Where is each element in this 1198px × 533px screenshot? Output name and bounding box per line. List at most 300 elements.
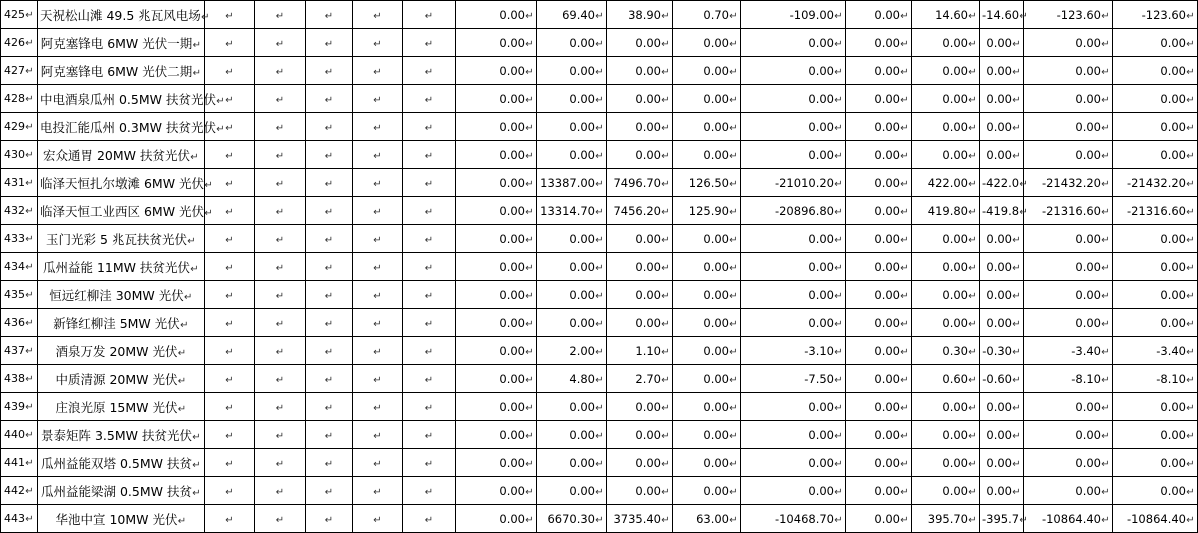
paragraph-mark-icon: ↵ — [661, 234, 670, 246]
empty-cell — [403, 309, 456, 337]
empty-cell — [205, 421, 255, 449]
value-cell-c9-text: 0.00 — [703, 287, 729, 302]
row-index-cell — [1, 337, 38, 365]
paragraph-mark-icon: ↵ — [373, 458, 382, 470]
table-row — [1, 281, 1198, 309]
paragraph-mark-icon: ↵ — [275, 458, 285, 470]
value-cell-c13 — [980, 253, 1024, 281]
paragraph-mark-icon: ↵ — [1186, 10, 1195, 22]
paragraph-mark-icon: ↵ — [1101, 234, 1110, 246]
table-row — [1, 449, 1198, 477]
value-cell-c10-text: 0.00 — [808, 455, 834, 470]
table-row — [1, 85, 1198, 113]
empty-cell — [306, 225, 353, 253]
paragraph-mark-icon: ↵ — [275, 290, 285, 302]
value-cell-c12 — [912, 85, 980, 113]
value-cell-c13 — [980, 141, 1024, 169]
paragraph-mark-icon: ↵ — [525, 178, 534, 190]
value-cell-c7 — [537, 449, 607, 477]
paragraph-mark-icon: ↵ — [1186, 38, 1195, 50]
paragraph-mark-icon: ↵ — [1101, 122, 1110, 134]
paragraph-mark-icon: ↵ — [275, 234, 285, 246]
plant-name-cell-text: 酒泉万发 20MW 光伏 — [55, 343, 178, 359]
value-cell-c10 — [741, 281, 846, 309]
paragraph-mark-icon: ↵ — [968, 66, 977, 78]
empty-cell — [403, 85, 456, 113]
value-cell-c14 — [1024, 57, 1113, 85]
value-cell-c11 — [846, 505, 912, 533]
empty-cell — [353, 113, 403, 141]
plant-name-cell-text: 瓜州益能梁湖 0.5MW 扶贫 — [41, 483, 192, 499]
paragraph-mark-icon: ↵ — [834, 150, 843, 162]
paragraph-mark-icon: ↵ — [216, 123, 225, 135]
empty-cell — [403, 337, 456, 365]
paragraph-mark-icon: ↵ — [661, 458, 670, 470]
empty-cell — [205, 337, 255, 365]
paragraph-mark-icon: ↵ — [275, 346, 285, 358]
value-cell-c13 — [980, 477, 1024, 505]
value-cell-c13 — [980, 337, 1024, 365]
paragraph-mark-icon: ↵ — [1019, 10, 1028, 22]
value-cell-c6 — [456, 253, 537, 281]
value-cell-c12 — [912, 225, 980, 253]
paragraph-mark-icon: ↵ — [968, 122, 977, 134]
empty-cell — [353, 449, 403, 477]
value-cell-c9-text: 0.00 — [703, 147, 729, 162]
value-cell-c7-text: 69.40 — [562, 7, 595, 22]
empty-cell — [205, 141, 255, 169]
paragraph-mark-icon: ↵ — [225, 514, 234, 526]
value-cell-c12-text: 0.30 — [942, 343, 968, 358]
value-cell-c12 — [912, 29, 980, 57]
paragraph-mark-icon: ↵ — [275, 206, 285, 218]
paragraph-mark-icon: ↵ — [834, 402, 843, 414]
paragraph-mark-icon: ↵ — [595, 10, 604, 22]
value-cell-c7-text: 0.00 — [569, 147, 595, 162]
paragraph-mark-icon: ↵ — [424, 10, 434, 22]
value-cell-c9 — [673, 253, 741, 281]
value-cell-c13-text: -419.8 — [982, 203, 1020, 218]
value-cell-c15 — [1113, 113, 1198, 141]
value-cell-c14 — [1024, 337, 1113, 365]
paragraph-mark-icon: ↵ — [424, 402, 434, 414]
paragraph-mark-icon: ↵ — [1186, 458, 1195, 470]
paragraph-mark-icon: ↵ — [275, 122, 285, 134]
paragraph-mark-icon: ↵ — [968, 346, 977, 358]
paragraph-mark-icon: ↵ — [225, 206, 234, 218]
value-cell-c8 — [607, 141, 673, 169]
value-cell-c12 — [912, 113, 980, 141]
empty-cell — [255, 505, 306, 533]
value-cell-c10 — [741, 477, 846, 505]
value-cell-c12-text: 0.00 — [942, 287, 968, 302]
value-cell-c8 — [607, 197, 673, 225]
value-cell-c8 — [607, 57, 673, 85]
paragraph-mark-icon: ↵ — [25, 486, 34, 497]
empty-cell — [403, 365, 456, 393]
paragraph-mark-icon: ↵ — [204, 179, 213, 191]
paragraph-mark-icon: ↵ — [324, 262, 334, 274]
plant-name-cell-text: 临泽天恒工业西区 6MW 光伏 — [40, 203, 205, 219]
paragraph-mark-icon: ↵ — [834, 234, 843, 246]
empty-cell — [205, 225, 255, 253]
paragraph-mark-icon: ↵ — [324, 374, 334, 386]
paragraph-mark-icon: ↵ — [525, 318, 534, 330]
value-cell-c8-text: 0.00 — [635, 91, 661, 106]
paragraph-mark-icon: ↵ — [1012, 346, 1021, 358]
value-cell-c9-text: 0.70 — [703, 7, 729, 22]
paragraph-mark-icon: ↵ — [177, 403, 187, 415]
value-cell-c13-text: 0.00 — [986, 91, 1012, 106]
paragraph-mark-icon: ↵ — [595, 346, 604, 358]
paragraph-mark-icon: ↵ — [729, 262, 738, 274]
paragraph-mark-icon: ↵ — [661, 262, 670, 274]
row-index-cell-text: 426 — [4, 36, 25, 49]
value-cell-c8-text: 7496.70 — [613, 175, 661, 190]
paragraph-mark-icon: ↵ — [595, 122, 604, 134]
plant-name-cell — [38, 421, 205, 449]
paragraph-mark-icon: ↵ — [324, 346, 334, 358]
value-cell-c12-text: 0.00 — [942, 147, 968, 162]
value-cell-c14-text: 0.00 — [1075, 35, 1101, 50]
empty-cell — [403, 29, 456, 57]
paragraph-mark-icon: ↵ — [1186, 514, 1195, 526]
value-cell-c6-text: 0.00 — [499, 119, 525, 134]
value-cell-c13 — [980, 421, 1024, 449]
empty-cell — [353, 1, 403, 29]
value-cell-c13-text: 0.00 — [986, 287, 1012, 302]
empty-cell — [403, 225, 456, 253]
plant-name-cell — [38, 477, 205, 505]
value-cell-c13-text: -395.7 — [982, 511, 1020, 526]
value-cell-c15 — [1113, 309, 1198, 337]
paragraph-mark-icon: ↵ — [192, 39, 201, 51]
value-cell-c12-text: 0.00 — [942, 91, 968, 106]
paragraph-mark-icon: ↵ — [373, 38, 382, 50]
value-cell-c13 — [980, 113, 1024, 141]
value-cell-c11-text: 0.00 — [874, 203, 900, 218]
value-cell-c13 — [980, 449, 1024, 477]
paragraph-mark-icon: ↵ — [525, 38, 534, 50]
plant-name-cell — [38, 365, 205, 393]
paragraph-mark-icon: ↵ — [968, 290, 977, 302]
value-cell-c10-text: -7.50 — [804, 371, 834, 386]
value-cell-c6-text: 0.00 — [499, 7, 525, 22]
value-cell-c12-text: 0.00 — [942, 427, 968, 442]
paragraph-mark-icon: ↵ — [595, 430, 604, 442]
empty-cell — [255, 253, 306, 281]
empty-cell — [403, 169, 456, 197]
paragraph-mark-icon: ↵ — [595, 234, 604, 246]
value-cell-c13-text: 0.00 — [986, 483, 1012, 498]
value-cell-c8 — [607, 29, 673, 57]
row-index-cell — [1, 197, 38, 225]
value-cell-c8-text: 0.00 — [635, 231, 661, 246]
value-cell-c15-text: 0.00 — [1160, 455, 1186, 470]
paragraph-mark-icon: ↵ — [661, 66, 670, 78]
value-cell-c10-text: -3.10 — [804, 343, 834, 358]
value-cell-c10 — [741, 309, 846, 337]
paragraph-mark-icon: ↵ — [324, 178, 334, 190]
value-cell-c10-text: 0.00 — [808, 483, 834, 498]
value-cell-c12 — [912, 449, 980, 477]
value-cell-c11-text: 0.00 — [874, 7, 900, 22]
paragraph-mark-icon: ↵ — [373, 206, 382, 218]
value-cell-c12 — [912, 505, 980, 533]
value-cell-c7-text: 0.00 — [569, 259, 595, 274]
paragraph-mark-icon: ↵ — [900, 430, 909, 442]
row-index-cell-text: 431 — [4, 176, 25, 189]
value-cell-c13-text: -14.60 — [982, 7, 1020, 22]
value-cell-c9-text: 0.00 — [703, 63, 729, 78]
paragraph-mark-icon: ↵ — [1101, 402, 1110, 414]
value-cell-c7 — [537, 337, 607, 365]
paragraph-mark-icon: ↵ — [1186, 430, 1195, 442]
paragraph-mark-icon: ↵ — [1186, 486, 1195, 498]
empty-cell — [403, 505, 456, 533]
value-cell-c15-text: 0.00 — [1160, 315, 1186, 330]
paragraph-mark-icon: ↵ — [424, 318, 434, 330]
value-cell-c6-text: 0.00 — [499, 343, 525, 358]
paragraph-mark-icon: ↵ — [225, 178, 234, 190]
paragraph-mark-icon: ↵ — [834, 10, 843, 22]
paragraph-mark-icon: ↵ — [225, 458, 234, 470]
paragraph-mark-icon: ↵ — [324, 318, 334, 330]
paragraph-mark-icon: ↵ — [25, 430, 34, 441]
value-cell-c12-text: 0.00 — [942, 315, 968, 330]
paragraph-mark-icon: ↵ — [595, 514, 604, 526]
plant-name-cell — [38, 309, 205, 337]
value-cell-c8 — [607, 113, 673, 141]
paragraph-mark-icon: ↵ — [900, 206, 909, 218]
paragraph-mark-icon: ↵ — [1012, 150, 1021, 162]
paragraph-mark-icon: ↵ — [25, 318, 34, 329]
row-index-cell — [1, 57, 38, 85]
value-cell-c15 — [1113, 505, 1198, 533]
paragraph-mark-icon: ↵ — [225, 430, 234, 442]
paragraph-mark-icon: ↵ — [1101, 150, 1110, 162]
value-cell-c7 — [537, 1, 607, 29]
paragraph-mark-icon: ↵ — [729, 10, 738, 22]
value-cell-c10 — [741, 225, 846, 253]
paragraph-mark-icon: ↵ — [661, 94, 670, 106]
paragraph-mark-icon: ↵ — [900, 178, 909, 190]
paragraph-mark-icon: ↵ — [373, 374, 382, 386]
value-cell-c9 — [673, 393, 741, 421]
value-cell-c7-text: 0.00 — [569, 63, 595, 78]
paragraph-mark-icon: ↵ — [1012, 458, 1021, 470]
paragraph-mark-icon: ↵ — [729, 458, 738, 470]
table-row — [1, 365, 1198, 393]
value-cell-c15-text: 0.00 — [1160, 91, 1186, 106]
paragraph-mark-icon: ↵ — [373, 66, 382, 78]
empty-cell — [205, 477, 255, 505]
value-cell-c6 — [456, 197, 537, 225]
row-index-cell — [1, 449, 38, 477]
paragraph-mark-icon: ↵ — [424, 150, 434, 162]
value-cell-c6 — [456, 365, 537, 393]
empty-cell — [403, 1, 456, 29]
plant-name-cell-text: 宏众通胃 20MW 扶贫光伏 — [43, 147, 190, 163]
paragraph-mark-icon: ↵ — [1101, 374, 1110, 386]
value-cell-c7 — [537, 421, 607, 449]
value-cell-c6-text: 0.00 — [499, 231, 525, 246]
paragraph-mark-icon: ↵ — [187, 235, 196, 247]
empty-cell — [255, 29, 306, 57]
plant-name-cell-text: 阿克塞锋电 6MW 光伏一期 — [40, 35, 193, 51]
paragraph-mark-icon: ↵ — [595, 318, 604, 330]
paragraph-mark-icon: ↵ — [900, 318, 909, 330]
value-cell-c14 — [1024, 29, 1113, 57]
value-cell-c6 — [456, 85, 537, 113]
value-cell-c15 — [1113, 281, 1198, 309]
plant-name-cell — [38, 337, 205, 365]
paragraph-mark-icon: ↵ — [968, 206, 977, 218]
value-cell-c15 — [1113, 337, 1198, 365]
paragraph-mark-icon: ↵ — [424, 94, 434, 106]
empty-cell — [353, 421, 403, 449]
row-index-cell — [1, 141, 38, 169]
paragraph-mark-icon: ↵ — [424, 346, 434, 358]
empty-cell — [255, 197, 306, 225]
value-cell-c13 — [980, 29, 1024, 57]
paragraph-mark-icon: ↵ — [190, 263, 199, 275]
value-cell-c9 — [673, 421, 741, 449]
value-cell-c10-text: 0.00 — [808, 399, 834, 414]
paragraph-mark-icon: ↵ — [424, 66, 434, 78]
paragraph-mark-icon: ↵ — [729, 290, 738, 302]
value-cell-c6-text: 0.00 — [499, 91, 525, 106]
value-cell-c6 — [456, 393, 537, 421]
empty-cell — [353, 197, 403, 225]
paragraph-mark-icon: ↵ — [1012, 430, 1021, 442]
paragraph-mark-icon: ↵ — [595, 262, 604, 274]
paragraph-mark-icon: ↵ — [834, 458, 843, 470]
paragraph-mark-icon: ↵ — [900, 10, 909, 22]
paragraph-mark-icon: ↵ — [1101, 10, 1110, 22]
plant-name-cell-text: 天祝松山滩 49.5 兆瓦风电场 — [40, 7, 201, 23]
paragraph-mark-icon: ↵ — [661, 178, 670, 190]
value-cell-c11 — [846, 393, 912, 421]
value-cell-c10 — [741, 197, 846, 225]
value-cell-c11 — [846, 141, 912, 169]
value-cell-c10-text: 0.00 — [808, 91, 834, 106]
value-cell-c9 — [673, 85, 741, 113]
paragraph-mark-icon: ↵ — [25, 206, 34, 217]
empty-cell — [306, 337, 353, 365]
value-cell-c13-text: -0.60 — [982, 371, 1012, 386]
empty-cell — [306, 281, 353, 309]
value-cell-c11 — [846, 421, 912, 449]
paragraph-mark-icon: ↵ — [201, 11, 210, 23]
paragraph-mark-icon: ↵ — [180, 319, 189, 331]
value-cell-c12-text: 0.00 — [942, 231, 968, 246]
value-cell-c11-text: 0.00 — [874, 343, 900, 358]
row-index-cell-text: 441 — [4, 456, 25, 469]
row-index-cell — [1, 113, 38, 141]
paragraph-mark-icon: ↵ — [25, 290, 34, 301]
value-cell-c7 — [537, 225, 607, 253]
value-cell-c8-text: 0.00 — [635, 315, 661, 330]
value-cell-c6-text: 0.00 — [499, 427, 525, 442]
value-cell-c13 — [980, 309, 1024, 337]
value-cell-c12-text: 395.70 — [927, 511, 968, 526]
value-cell-c13 — [980, 85, 1024, 113]
paragraph-mark-icon: ↵ — [25, 514, 34, 525]
paragraph-mark-icon: ↵ — [595, 402, 604, 414]
table-row — [1, 169, 1198, 197]
value-cell-c6 — [456, 309, 537, 337]
paragraph-mark-icon: ↵ — [373, 430, 382, 442]
value-cell-c14 — [1024, 477, 1113, 505]
value-cell-c7 — [537, 169, 607, 197]
plant-name-cell — [38, 141, 205, 169]
paragraph-mark-icon: ↵ — [275, 262, 285, 274]
value-cell-c11-text: 0.00 — [874, 511, 900, 526]
paragraph-mark-icon: ↵ — [1186, 318, 1195, 330]
empty-cell — [306, 197, 353, 225]
value-cell-c7 — [537, 29, 607, 57]
paragraph-mark-icon: ↵ — [1012, 66, 1021, 78]
paragraph-mark-icon: ↵ — [424, 458, 434, 470]
paragraph-mark-icon: ↵ — [225, 234, 234, 246]
value-cell-c10-text: -20896.80 — [774, 203, 834, 218]
plant-name-cell — [38, 505, 205, 533]
paragraph-mark-icon: ↵ — [324, 458, 334, 470]
paragraph-mark-icon: ↵ — [1186, 178, 1195, 190]
paragraph-mark-icon: ↵ — [968, 486, 977, 498]
paragraph-mark-icon: ↵ — [834, 122, 843, 134]
value-cell-c10-text: 0.00 — [808, 315, 834, 330]
value-cell-c9-text: 0.00 — [703, 399, 729, 414]
value-cell-c7 — [537, 309, 607, 337]
paragraph-mark-icon: ↵ — [1012, 374, 1021, 386]
paragraph-mark-icon: ↵ — [424, 374, 434, 386]
value-cell-c11 — [846, 57, 912, 85]
paragraph-mark-icon: ↵ — [729, 374, 738, 386]
value-cell-c15-text: -8.10 — [1156, 371, 1186, 386]
value-cell-c11 — [846, 365, 912, 393]
value-cell-c11 — [846, 281, 912, 309]
paragraph-mark-icon: ↵ — [1012, 262, 1021, 274]
paragraph-mark-icon: ↵ — [525, 262, 534, 274]
value-cell-c14 — [1024, 309, 1113, 337]
value-cell-c6-text: 0.00 — [499, 63, 525, 78]
value-cell-c6-text: 0.00 — [499, 175, 525, 190]
value-cell-c9-text: 0.00 — [703, 343, 729, 358]
value-cell-c14-text: 0.00 — [1075, 231, 1101, 246]
row-index-cell — [1, 29, 38, 57]
paragraph-mark-icon: ↵ — [900, 290, 909, 302]
paragraph-mark-icon: ↵ — [190, 151, 199, 163]
paragraph-mark-icon: ↵ — [661, 290, 670, 302]
value-cell-c14 — [1024, 253, 1113, 281]
paragraph-mark-icon: ↵ — [373, 402, 382, 414]
value-cell-c11-text: 0.00 — [874, 63, 900, 78]
value-cell-c11-text: 0.00 — [874, 119, 900, 134]
row-index-cell-text: 443 — [4, 512, 25, 525]
paragraph-mark-icon: ↵ — [324, 10, 334, 22]
paragraph-mark-icon: ↵ — [1101, 94, 1110, 106]
paragraph-mark-icon: ↵ — [324, 38, 334, 50]
plant-name-cell-text: 电投汇能瓜州 0.3MW 扶贫光伏 — [40, 119, 216, 135]
paragraph-mark-icon: ↵ — [373, 94, 382, 106]
value-cell-c14-text: 0.00 — [1075, 455, 1101, 470]
paragraph-mark-icon: ↵ — [968, 94, 977, 106]
value-cell-c7-text: 0.00 — [569, 483, 595, 498]
paragraph-mark-icon: ↵ — [275, 402, 285, 414]
value-cell-c15 — [1113, 421, 1198, 449]
